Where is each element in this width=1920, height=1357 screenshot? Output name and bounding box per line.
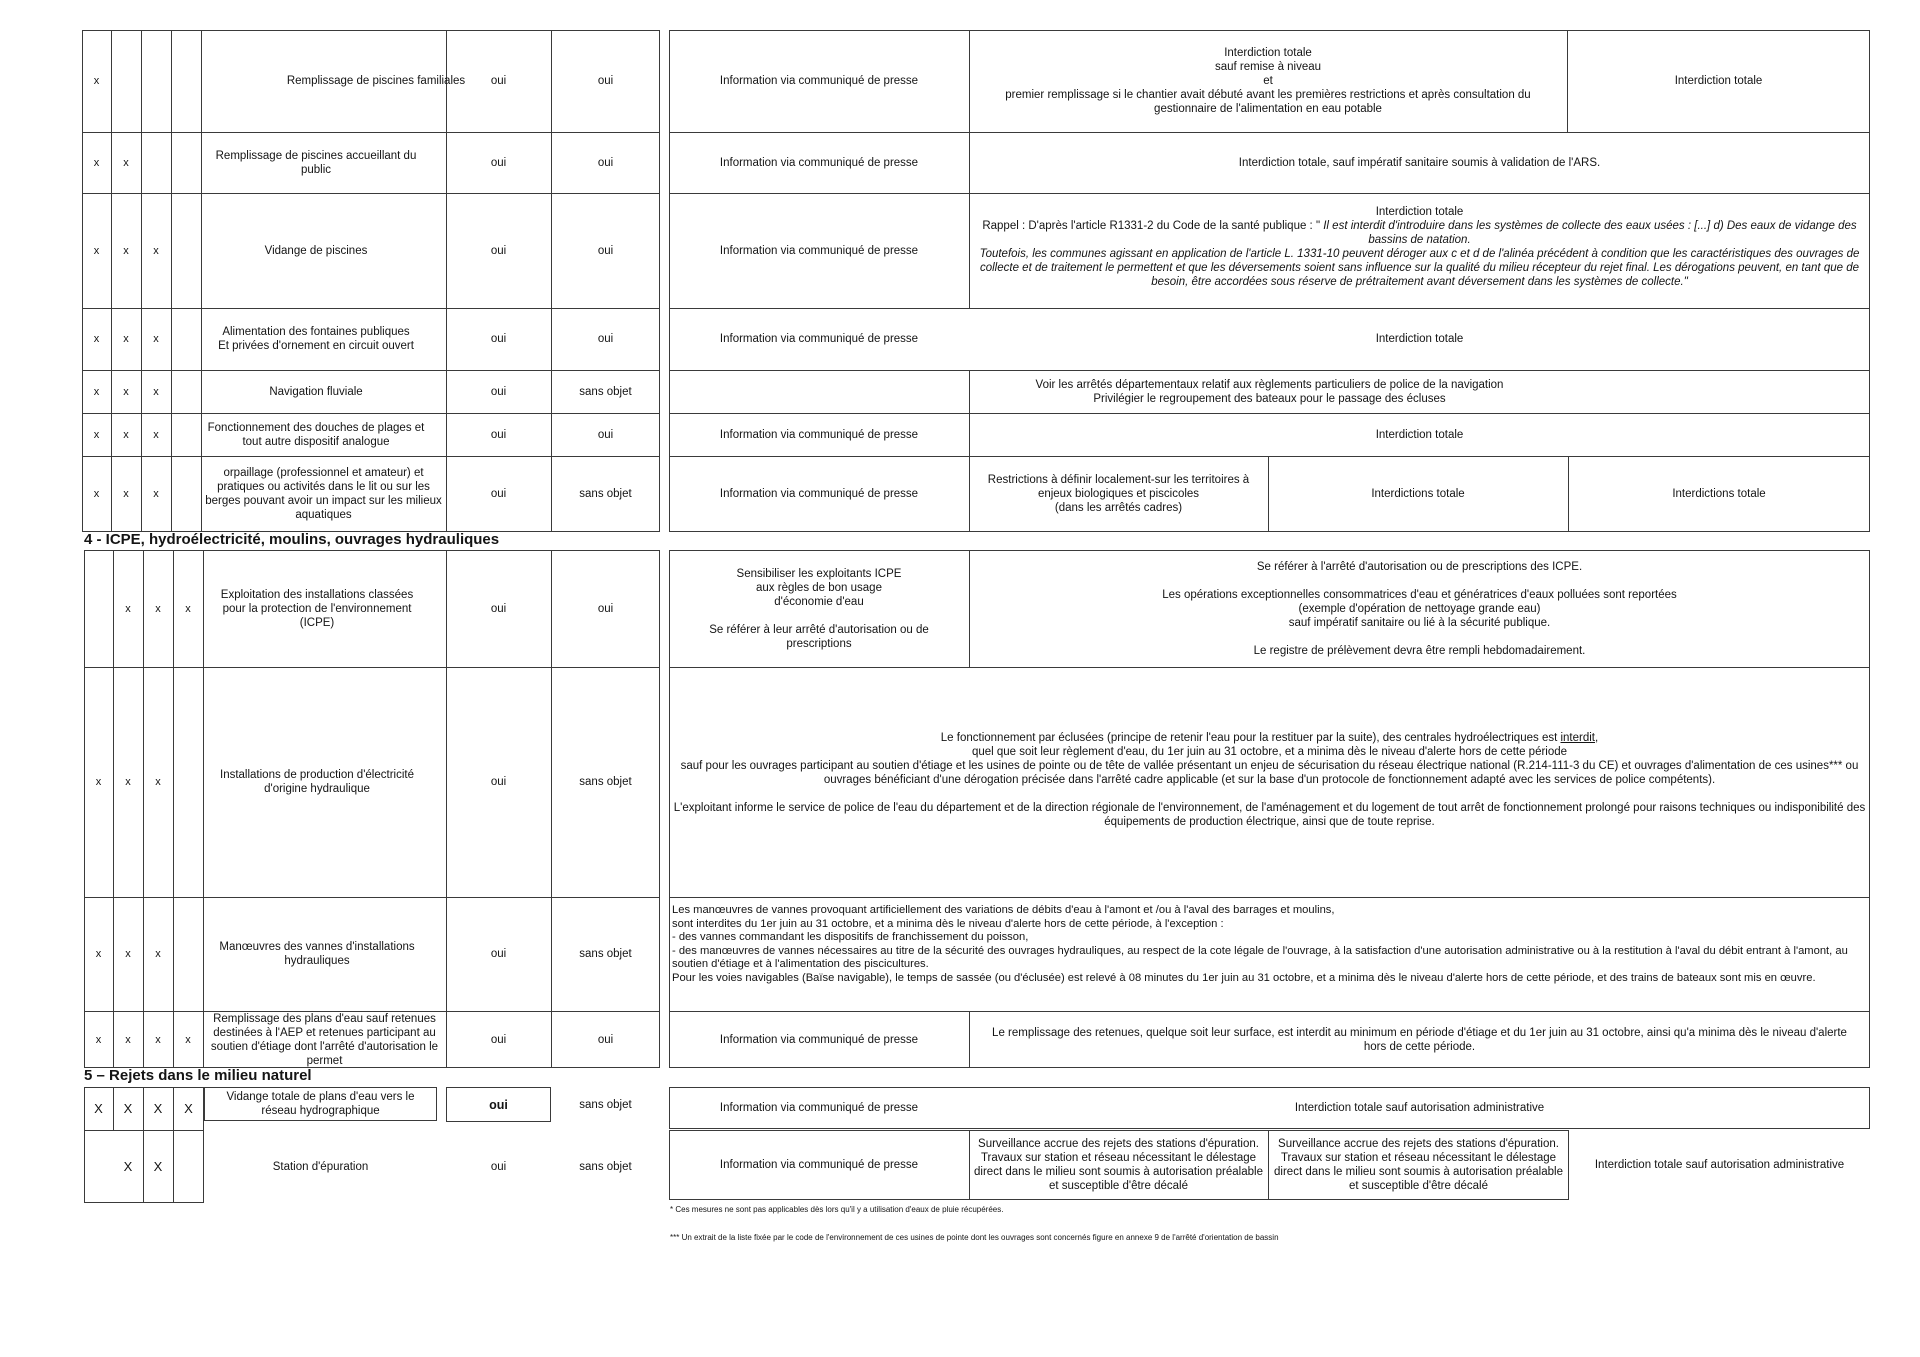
measure-keyword: interdit [1560,732,1596,744]
zone-mark: x [93,75,100,87]
measure-punct: , [1595,732,1599,744]
usage-label: Station d'épuration [272,1160,369,1173]
zone-mark: x [125,1033,131,1046]
usage-label: Manœuvres des vannes d'installations hydrauliques [219,941,415,967]
zone-mark: X [123,1158,133,1174]
zone-mark: x [155,1033,161,1046]
zone-mark: x [155,776,161,788]
applies-cell: oui [490,156,507,169]
applies-cell: oui [490,488,507,500]
measure-cell: Interdictions totale [1371,488,1465,500]
vigilance-cell: Information via communiqué de presse [719,1102,919,1114]
applies-cell: oui [490,776,507,788]
applies-cell: sans objet [579,488,632,500]
zone-mark: x [123,488,129,500]
measure-cell [969,193,1870,308]
zone-mark: x [95,948,102,960]
usage-label: Alimentation des fontaines publiques Et privées d'ornement en circuit ouvert [218,326,414,352]
measure-quote: Il est interdit d'introduire dans les systèmes de collecte des eaux usées : [...] d) Des eaux de vidange des bassins de natation. [1320,220,1857,246]
measure-cell: Interdiction totale, sauf impératif sanitaire soumis à validation de l'ARS. [1238,156,1601,169]
zone-mark: x [123,244,129,257]
section-5-title: 5 – Rejets dans le milieu naturel [84,1067,312,1084]
measure-cell: Interdiction totale [1375,333,1464,345]
zone-mark: x [93,488,100,500]
zone-mark: x [93,333,100,345]
zone-mark: x [155,948,161,960]
measure-cell: Le remplissage des retenues, quelque soit leur surface, est interdit au minimum en période d'étiage et du 1er juin au 31 octobre, ainsi qu'a minima dès le niveau d'alerte hors de cette période. [992,1026,1847,1053]
zone-mark: x [93,244,100,257]
measure-cell: Surveillance accrue des rejets des stations d'épuration. Travaux sur station et réseau nécessitant le délestage direct dans le milieu sont soumis à autorisation préalable et susceptible d'être décalé [1274,1138,1563,1192]
measure-quote-2: Toutefois, les communes agissant en application de l'article L. 1331-10 peuvent déroger aux c et d de l'alinéa précédent à condition que les caractéristiques des ouvrages de collecte et de traitement le permettent et que les déversements soient sans influence sur la qualité du milieu récepteur du rejet final. Les dérogations peuvent, en tant que de besoin, être accordées sous réserve de prétraitement avant déversement dans les systèmes de collecte." [979,248,1860,288]
usage-label: Remplissage de piscines familiales [286,75,466,87]
zone-mark: x [153,428,159,441]
zone-mark: x [125,948,131,960]
usage-label: Vidange de piscines [264,244,368,257]
zone-mark: x [93,156,100,169]
measure-cell: Interdiction totale [1375,428,1464,441]
vigilance-cell: Sensibiliser les exploitants ICPE aux règles de bon usage d'économie d'eau Se référer à leur arrêté d'autorisation ou de prescriptions [709,567,929,650]
applies-cell: oui [490,1160,507,1173]
zone-mark: x [123,428,129,441]
vigilance-cell: Information via communiqué de presse [719,488,919,500]
applies-cell: oui [490,75,507,87]
section-4-title: 4 - ICPE, hydroélectricité, moulins, ouvrages hydrauliques [84,531,500,548]
measure-cell: Voir les arrêtés départementaux relatif aux règlements particuliers de police de la navigation Privilégier le regroupement des bateaux pour le passage des écluses [1035,378,1504,405]
applies-cell: oui [489,1097,508,1112]
measure-cell: Interdiction totale sauf autorisation administrative [1294,1102,1545,1114]
vigilance-cell: Information via communiqué de presse [719,75,919,87]
measure-cell: Se référer à l'arrêté d'autorisation ou de prescriptions des ICPE. Les opérations exceptionnelles consommatrices d'eau et génératrices d'eaux polluées sont reportées (exemple d'opération de nettoyage grande eau) sauf impératif sanitaire ou lié à la sécurité publique. Le registre de prélèvement devra être rempli hebdomadairement. [1162,560,1677,657]
usage-label: Remplissage de piscines accueillant du public [215,149,417,176]
zone-mark: x [125,602,131,615]
zone-mark: x [123,385,129,398]
measure-cell: Interdiction totale [1674,75,1763,87]
measure-cell: Interdictions totale [1672,488,1766,500]
measure-cell [669,667,1870,897]
measure-text-2: quel que soit leur règlement d'eau, du 1er juin au 31 octobre, et a minima dès le niveau d'alerte hors de cette période sauf pour les ouvrages participant au soutien d'étiage et les usines de pointe ou de tête de vallée présentant un enjeu de sécurisation du réseau électrique national (R.214-111-3 du CE) et ouvrages d'alimentation de ces usines*** ou ouvrages bénéficiant d'une dérogation précisée dans l'arrêté cadre applicable (et sur la base d'un protocole de fonctionnement adapté avec les services de police compétents). L'exploitant informe le service de police de l'eau du département et de la direction régionale de l'environnement, de l'aménagement et du logement de tout arrêt de fonctionnement prolongé pour raisons techniques ou indisponibilité des équipements de production électrique, ainsi que de toute reprise. [673,746,1866,828]
zone-mark: x [153,244,159,257]
applies-cell: oui [490,244,507,257]
footnote: * Ces mesures ne sont pas applicables dès lors qu'il y a utilisation d'eaux de pluie récupérées. [670,1205,1004,1214]
zone-mark: x [123,333,129,345]
applies-cell: sans objet [579,776,632,788]
zone-mark: x [153,488,159,500]
measure-rappel: Rappel : D'après l'article R1331-2 du Code de la santé publique : " [982,220,1321,232]
footnote: *** Un extrait de la liste fixée par le code de l'environnement de ces usines de pointe dont les ouvrages sont concernés figure en annexe 9 de l'arrêté d'orientation de bassin [670,1233,1279,1242]
measure-title: Interdiction totale [1375,206,1464,218]
usage-label: Vidange totale de plans d'eau vers le réseau hydrographique [226,1091,415,1117]
measure-cell: Les manœuvres de vannes provoquant artificiellement des variations de débits d'eau à l'amont et /ou à l'aval des barrages et moulins, sont interdites du 1er juin au 31 octobre, et a minima dès le niveau d'alerte hors de cette période, à l'exception : - des vannes commandant les dispositifs de franchissement du poisson, - des manœuvres de vannes nécessaires au titre de la sécurité des ouvrages hydrauliques, au respect de la cote légale de l'ouvrage, à la satisfaction d'une autorisation administrative ou à la restitution à l'aval du débit entrant à l'amont, au soutien d'étiage et à l'alimentation des piscicultures. Pour les voies navigables (Baïse navigable), le temps de sassée (ou d'éclusée) est relevé à 08 minutes du 1er juin au 31 octobre, et a minima dès le niveau d'alerte hors de cette période, et des trains de bateaux sont mis en œuvre. [672,904,1848,984]
zone-mark: x [185,1033,191,1046]
zone-mark: x [95,1033,102,1046]
zone-mark: x [125,776,131,788]
usage-label: Remplissage des plans d'eau sauf retenues destinées à l'AEP et retenues participant au soutien d'étiage dont l'arrêté d'autorisation le permet [210,1012,439,1067]
applies-cell: oui [490,602,507,615]
applies-cell: oui [490,333,507,345]
vigilance-cell: Information via communiqué de presse [719,333,919,345]
zone-mark: X [153,1158,163,1174]
applies-cell: oui [597,1033,614,1046]
applies-cell: oui [597,428,614,441]
applies-cell: oui [490,948,507,960]
usage-label: orpaillage (professionnel et amateur) et pratiques ou activités dans le lit ou sur les berges pouvant avoir un impact sur les milieux aquatiques [205,467,442,521]
usage-label: Navigation fluviale [269,385,363,398]
usage-label: Installations de production d'électricité d'origine hydraulique [220,769,414,795]
vigilance-cell: Information via communiqué de presse [719,1159,919,1171]
zone-mark: x [153,385,159,398]
measure-cell: Surveillance accrue des rejets des stations d'épuration. Travaux sur station et réseau nécessitant le délestage direct dans le milieu sont soumis à autorisation préalable et susceptible d'être décalé [974,1138,1263,1192]
applies-cell: oui [597,75,614,87]
measure-cell: Restrictions à définir localement-sur les territoires à enjeux biologiques et piscicoles (dans les arrêtés cadres) [987,474,1250,514]
applies-cell: oui [597,156,614,169]
zone-mark: x [93,428,100,441]
zone-mark: x [153,333,159,345]
usage-label: Exploitation des installations classées pour la protection de l'environnement (ICPE) [220,588,414,629]
applies-cell: oui [597,602,614,615]
usage-label: Fonctionnement des douches de plages et tout autre dispositif analogue [207,421,425,448]
zone-mark: x [185,602,191,615]
zone-mark: X [153,1100,163,1116]
vigilance-cell: Information via communiqué de presse [719,428,919,441]
zone-mark: X [94,1100,103,1116]
zone-mark: x [123,156,129,169]
applies-cell: oui [490,1033,507,1046]
vigilance-cell: Information via communiqué de presse [719,244,919,257]
applies-cell: sans objet [579,385,632,398]
applies-cell: sans objet [579,1098,632,1111]
zone-mark: X [184,1100,193,1116]
applies-cell: oui [490,428,507,441]
zone-mark: X [123,1100,133,1116]
measure-cell: Interdiction totale sauf autorisation administrative [1594,1159,1845,1171]
zone-mark: x [93,385,100,398]
vigilance-cell: Information via communiqué de presse [719,156,919,169]
applies-cell: oui [597,333,614,345]
vigilance-cell: Information via communiqué de presse [719,1033,919,1046]
applies-cell: sans objet [579,1160,632,1173]
zone-mark: x [155,602,161,615]
applies-cell: oui [597,244,614,257]
measure-cell: Interdiction totale sauf remise à niveau et premier remplissage si le chantier avait débuté avant les premières restrictions et après consultation du gestionnaire de l'alimentation en eau potable [1005,47,1531,115]
measure-text: Le fonctionnement par éclusées (principe de retenir l'eau pour la restituer par la suite), des centrales hydroélectriques est [940,732,1561,744]
applies-cell: sans objet [579,948,632,960]
applies-cell: oui [490,385,507,398]
zone-mark: x [95,776,102,788]
